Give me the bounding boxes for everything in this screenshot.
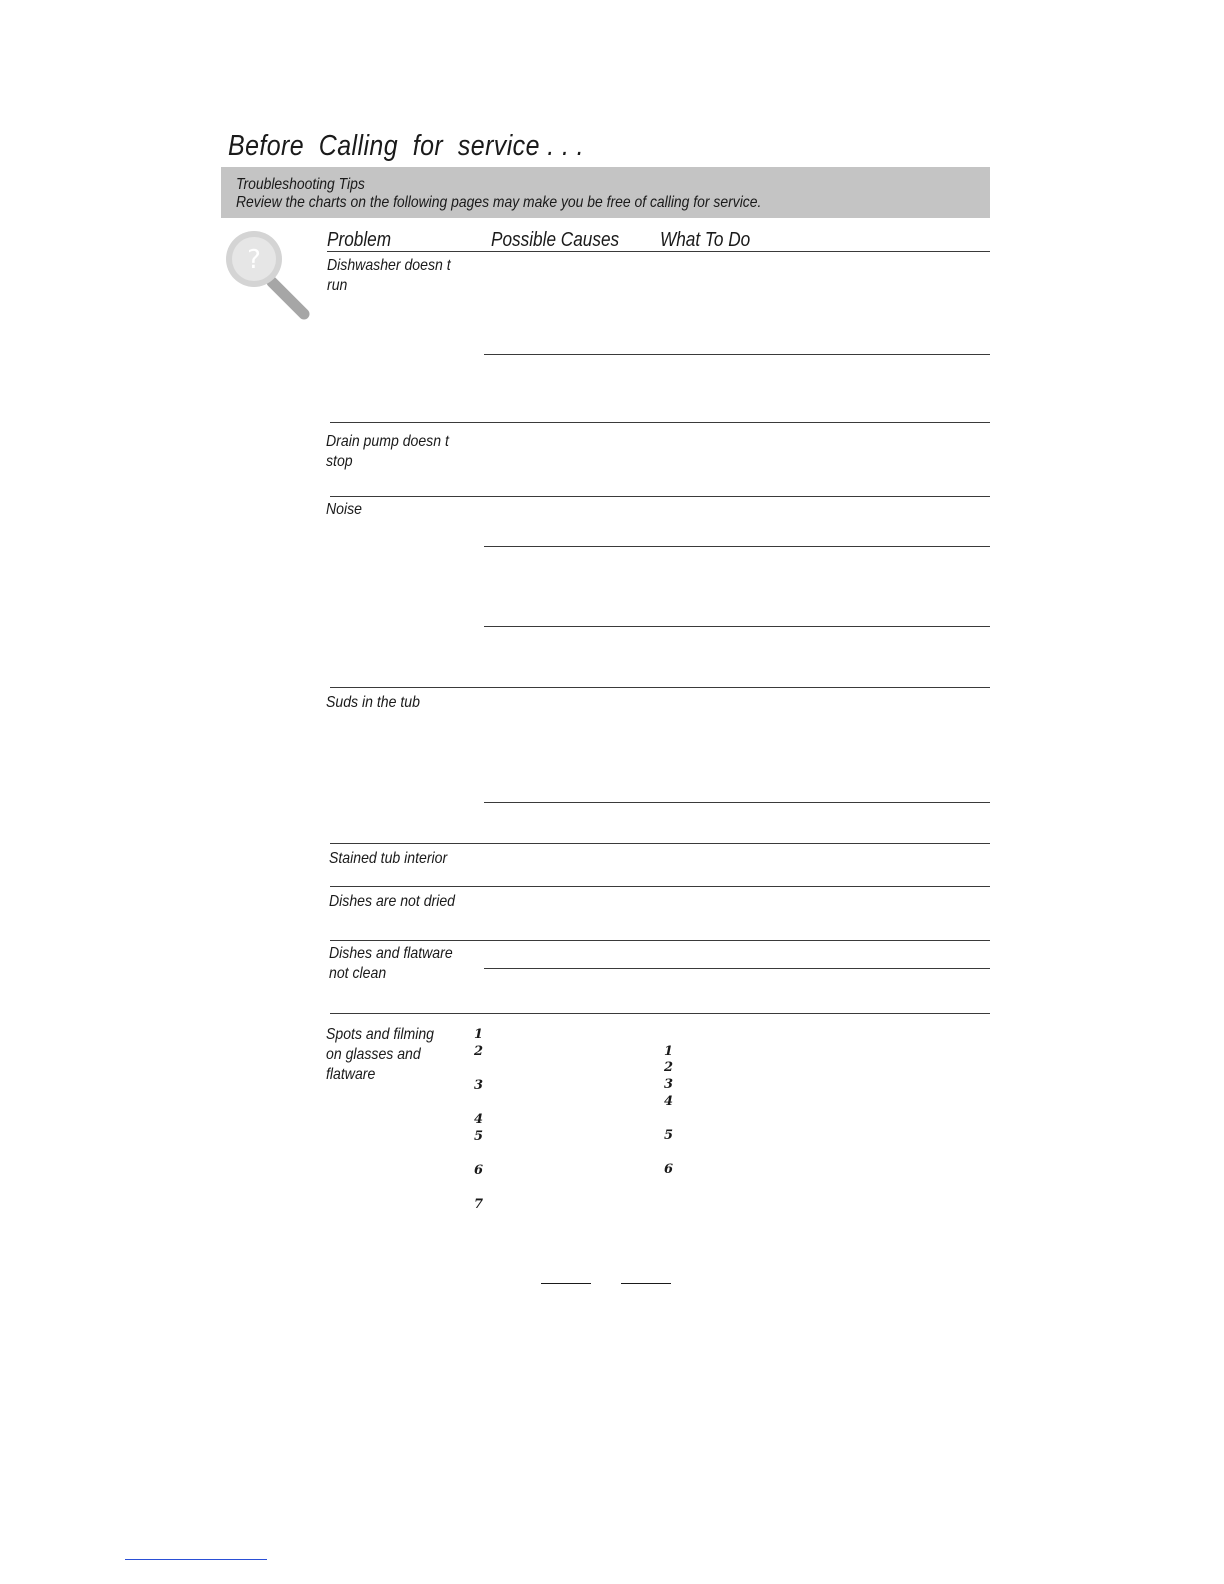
row-divider xyxy=(330,1013,990,1014)
magnifier-question-icon xyxy=(222,226,314,322)
page-title: Before Calling for service . . . xyxy=(228,130,585,162)
row-divider xyxy=(484,968,990,969)
row-divider xyxy=(484,626,990,627)
banner-text: Review the charts on the following pages may make you be free of calling for service. xyxy=(236,194,762,211)
problem-dishes-not-dried: Dishes are not dried xyxy=(329,893,456,910)
banner-heading: Troubleshooting Tips xyxy=(236,176,365,193)
footer-line xyxy=(541,1283,591,1284)
footer-line xyxy=(621,1283,671,1284)
todo-number: 5 xyxy=(664,1128,674,1143)
todo-number: 2 xyxy=(664,1060,674,1075)
row-divider xyxy=(330,496,990,497)
todo-number: 4 xyxy=(664,1094,674,1109)
todo-number: 3 xyxy=(664,1077,674,1092)
problem-suds-in-tub: Suds in the tub xyxy=(326,694,420,711)
column-header-causes: Possible Causes xyxy=(491,229,620,251)
todo-number: 1 xyxy=(664,1044,674,1059)
cause-number: 5 xyxy=(474,1129,484,1144)
problem-noise: Noise xyxy=(326,501,362,518)
problem-stained-tub-interior: Stained tub interior xyxy=(329,850,448,867)
column-header-problem: Problem xyxy=(327,229,392,251)
problem-spots-and-filming: Spots and filming on glasses and flatware xyxy=(326,1026,435,1083)
row-divider xyxy=(484,546,990,547)
row-divider xyxy=(330,422,990,423)
problem-dishes-flatware-not-clean: Dishes and flatware not clean xyxy=(329,945,453,982)
link-underline xyxy=(125,1559,267,1560)
troubleshooting-banner xyxy=(221,167,990,218)
todo-number: 6 xyxy=(664,1162,674,1177)
cause-number: 7 xyxy=(474,1197,484,1212)
row-divider xyxy=(330,940,990,941)
row-divider xyxy=(330,886,990,887)
problem-dishwasher-doesnt-run: Dishwasher doesn t run xyxy=(327,257,451,294)
row-divider xyxy=(484,802,990,803)
header-rule xyxy=(327,251,990,252)
cause-number: 1 xyxy=(474,1027,484,1042)
problem-drain-pump-doesnt-stop: Drain pump doesn t stop xyxy=(326,433,449,470)
row-divider xyxy=(330,687,990,688)
svg-text:?: ? xyxy=(247,245,261,275)
column-header-todo: What To Do xyxy=(660,229,751,251)
cause-number: 2 xyxy=(474,1044,484,1059)
cause-number: 6 xyxy=(474,1163,484,1178)
row-divider xyxy=(484,354,990,355)
cause-number: 4 xyxy=(474,1112,484,1127)
cause-number: 3 xyxy=(474,1078,484,1093)
row-divider xyxy=(330,843,990,844)
